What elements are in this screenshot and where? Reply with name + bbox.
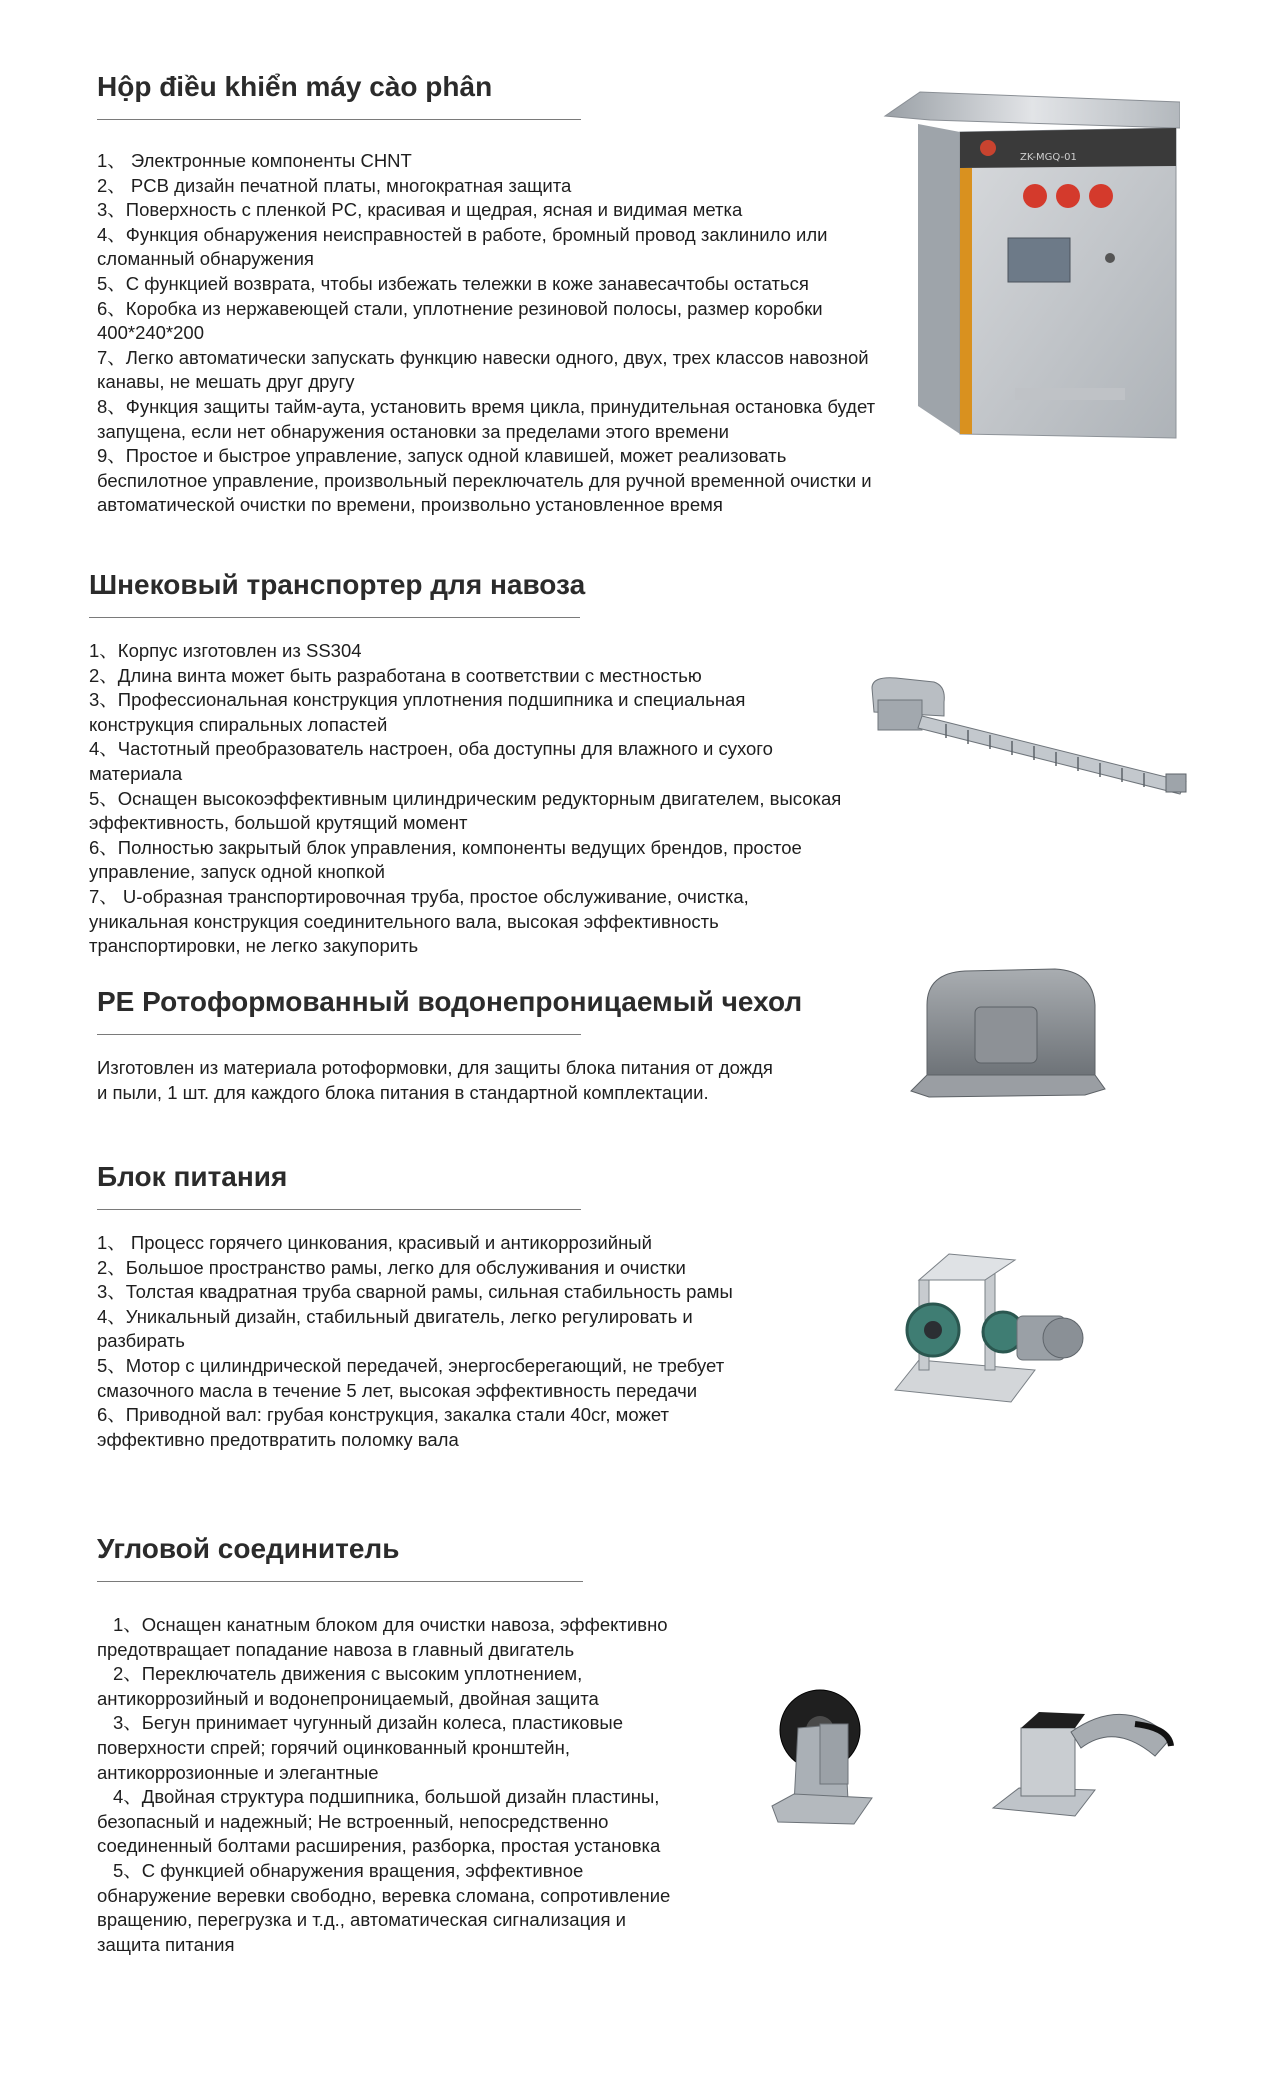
list-item: 5、Мотор с цилиндрической передачей, энергосберегающий, не требует смазочного масла в течение 5 лет, высокая эффективность передачи [97, 1354, 725, 1401]
list-item: 5、С функцией обнаружения вращения, эффективное обнаружение веревки свободно, веревка сломана, сопротивление вращению, перегрузка и т.д., автоматическая сигнализация и защита питания [97, 1859, 671, 1955]
knob-icon [1105, 253, 1115, 263]
corner-wheel-side-image [985, 1698, 1175, 1818]
corner-wheel-front-image [768, 1688, 878, 1828]
list-item: 3、Профессиональная конструкция уплотнения подшипника и специальная конструкция спиральных лопастей [89, 689, 746, 735]
feature-list [97, 1231, 777, 1452]
list-item: 9、Простое и быстрое управление, запуск одной клавишей, может реализовать беспилотное управление, произвольный переключатель для ручной временной очистки и автоматической очистки по времени, произвольно установленное время [97, 445, 872, 516]
list-item: 2、Большое пространство рамы, легко для обслуживания и очистки [97, 1256, 686, 1278]
title-divider [97, 1209, 581, 1210]
feature-list [97, 1613, 677, 1957]
list-item: 6、Коробка из нержавеющей стали, уплотнение резиновой полосы, размер коробки 400*240*200 [97, 297, 823, 344]
list-item: 2、Длина винта может быть разработана в соответствии с местностью [89, 664, 702, 686]
section-title: Угловой соединитель [97, 1533, 400, 1564]
section-title: Блок питания [97, 1161, 288, 1192]
list-item: 5、С функцией возврата, чтобы избежать тележки в коже занавесачтобы остаться [97, 272, 809, 294]
section-pe-cover [97, 985, 857, 1105]
power-unit-image [885, 1250, 1085, 1410]
title-divider [97, 1581, 583, 1582]
section-screw-conveyor [89, 568, 849, 959]
title-divider [97, 1034, 581, 1035]
list-item: 3、Толстая квадратная труба сварной рамы, сильная стабильность рамы [97, 1281, 733, 1303]
red-button-icon [1023, 184, 1047, 208]
list-item: 4、Уникальный дизайн, стабильный двигатель, легко регулировать и разбирать [97, 1305, 693, 1352]
pe-cover-image [905, 965, 1110, 1105]
feature-list [97, 149, 877, 518]
list-item: 1、Корпус изготовлен из SS304 [89, 640, 362, 661]
display-screen [1008, 238, 1070, 282]
feature-list [89, 639, 849, 959]
list-item: 2、Переключатель движения с высоким уплотнением, антикоррозийный и водонепроницаемый, двойная защита [97, 1663, 599, 1709]
title-divider [89, 617, 580, 618]
list-item: 1、 Электронные компоненты CHNT [97, 150, 412, 171]
list-item: 6、Приводной вал: грубая конструкция, закалка стали 40cr, может эффективно предотвратить поломку вала [97, 1404, 669, 1450]
list-item: 1、Оснащен канатным блоком для очистки навоза, эффективно предотвращает попадание навоза в главный двигатель [97, 1614, 668, 1660]
logo-icon [980, 140, 996, 156]
section-control-box [97, 70, 877, 518]
list-item: 5、Оснащен высокоэффективным цилиндрическим редукторным двигателем, высокая эффективность, большой крутящий момент [89, 787, 842, 834]
list-item: 4、Частотный преобразователь настроен, оба доступны для влажного и сухого материала [89, 738, 773, 784]
red-button-icon [1089, 184, 1113, 208]
section-title: Hộp điều khiển máy cào phân [97, 71, 493, 102]
list-item: 7、Легко автоматически запускать функцию навески одного, двух, трех классов навозной канавы, не мешать друг другу [97, 346, 869, 393]
section-title: Шнековый транспортер для навоза [89, 569, 586, 600]
section-title: PE Ротоформованный водонепроницаемый чехол [97, 986, 803, 1017]
list-item: 3、Поверхность с пленкой PC, красивая и щедрая, ясная и видимая метка [97, 199, 743, 221]
screw-conveyor-image [866, 672, 1196, 802]
list-item: 8、Функция защиты тайм-аута, установить время цикла, принудительная остановка будет запущена, если нет обнаружения остановки за пределами этого времени [97, 395, 876, 442]
list-item: 7、 U-образная транспортировочная труба, простое обслуживание, очистка, уникальная конструкция соединительного вала, высокая эффективность транспортировки, не легко закупорить [89, 885, 749, 957]
list-item: 2、 PCB дизайн печатной платы, многократная защита [97, 174, 572, 196]
red-button-icon [1056, 184, 1080, 208]
list-item: 1、 Процесс горячего цинкования, красивый и антикоррозийный [97, 1232, 652, 1253]
list-item: Изготовлен из материала ротоформовки, для защиты блока питания от дождя и пыли, 1 шт. для каждого блока питания в стандартной комплектации. [97, 1057, 773, 1103]
list-item: 3、Бегун принимает чугунный дизайн колеса, пластиковые поверхности спрей; горячий оцинкованный кронштейн, антикоррозионные и элегантные [97, 1712, 623, 1783]
list-item: 6、Полностью закрытый блок управления, компоненты ведущих брендов, простое управление, запуск одной кнопкой [89, 836, 802, 883]
model-label: ZK-MGQ-01 [1020, 152, 1077, 163]
feature-list [97, 1056, 777, 1105]
list-item: 4、Функция обнаружения неисправностей в работе, бромный провод заклинило или сломанный обнаружения [97, 223, 828, 270]
control-box-image [880, 88, 1180, 440]
section-corner-wheel [97, 1532, 737, 1957]
section-power-unit [97, 1160, 857, 1452]
list-item: 4、Двойная структура подшипника, большой дизайн пластины, безопасный и надежный; Не встроенный, непосредственно соединенный болтами расширения, разборка, простая установка [97, 1786, 661, 1857]
title-divider [97, 119, 581, 120]
